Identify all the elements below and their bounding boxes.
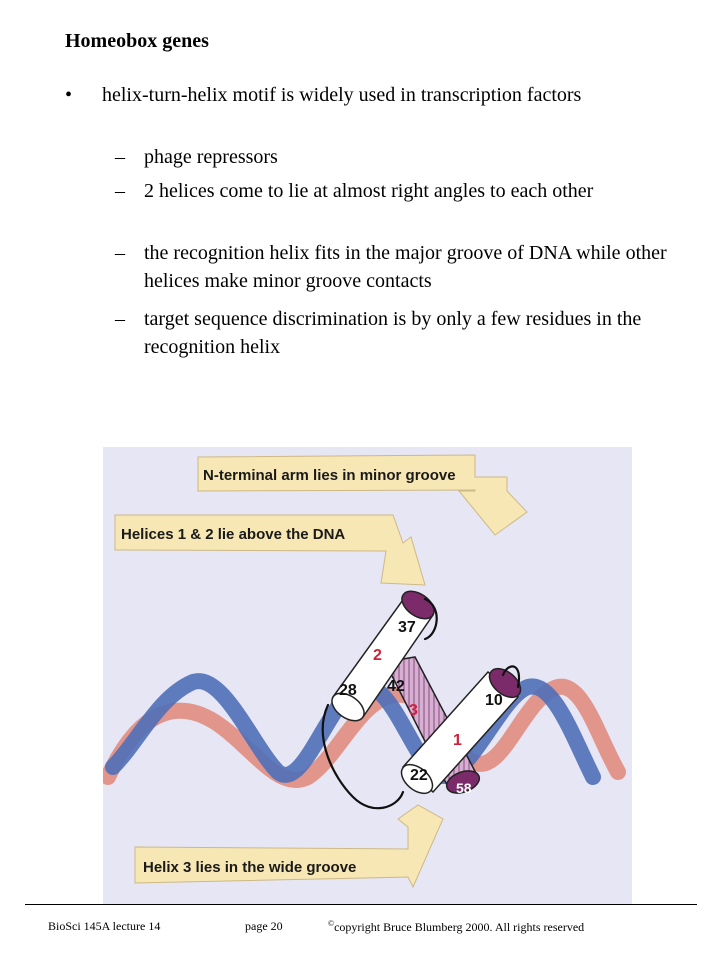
copyright-text: copyright Bruce Blumberg 2000. All rights reserved (334, 920, 585, 934)
footer-divider (25, 904, 697, 905)
sub-text: 2 helices come to lie at almost right angles to each other (144, 180, 594, 202)
sub-item (115, 143, 675, 171)
footer-copyright (328, 919, 584, 935)
residue-42: 42 (387, 678, 405, 695)
sub-item (115, 305, 675, 361)
sub-dash: – (115, 308, 125, 330)
bullet-item (65, 81, 665, 109)
residue-22: 22 (410, 767, 428, 784)
sub-text: phage repressors (144, 146, 278, 168)
sub-dash: – (115, 146, 125, 168)
footer-course: BioSci 145A lecture 14 (48, 919, 161, 933)
sub-item (115, 239, 675, 295)
sub-dash: – (115, 180, 125, 202)
helix-number-2: 2 (373, 647, 382, 664)
residue-10: 10 (485, 692, 503, 709)
helices-1-2-label: Helices 1 & 2 lie above the DNA (121, 526, 346, 543)
copyright-mark: © (328, 919, 335, 928)
sub-item (115, 177, 675, 205)
n-terminal-label: N-terminal arm lies in minor groove (203, 467, 456, 484)
residue-37: 37 (398, 619, 416, 636)
residue-28: 28 (339, 682, 357, 699)
footer-page-number: page 20 (245, 919, 283, 933)
page-title: Homeobox genes (65, 30, 209, 52)
bullet-mark: • (65, 84, 73, 106)
helix-number-3: 3 (409, 702, 418, 719)
homeodomain-dna-figure (103, 447, 632, 905)
bullet-text: helix-turn-helix motif is widely used in transcription factors (102, 84, 582, 106)
helix-3-label: Helix 3 lies in the wide groove (143, 859, 357, 876)
sub-dash: – (115, 242, 125, 264)
sub-text: target sequence discrimination is by only a few residues in the recognition helix (144, 308, 642, 358)
helix-number-1: 1 (453, 732, 462, 749)
sub-text: the recognition helix fits in the major groove of DNA while other helices make minor groove contacts (144, 242, 667, 292)
residue-58: 58 (456, 780, 472, 796)
